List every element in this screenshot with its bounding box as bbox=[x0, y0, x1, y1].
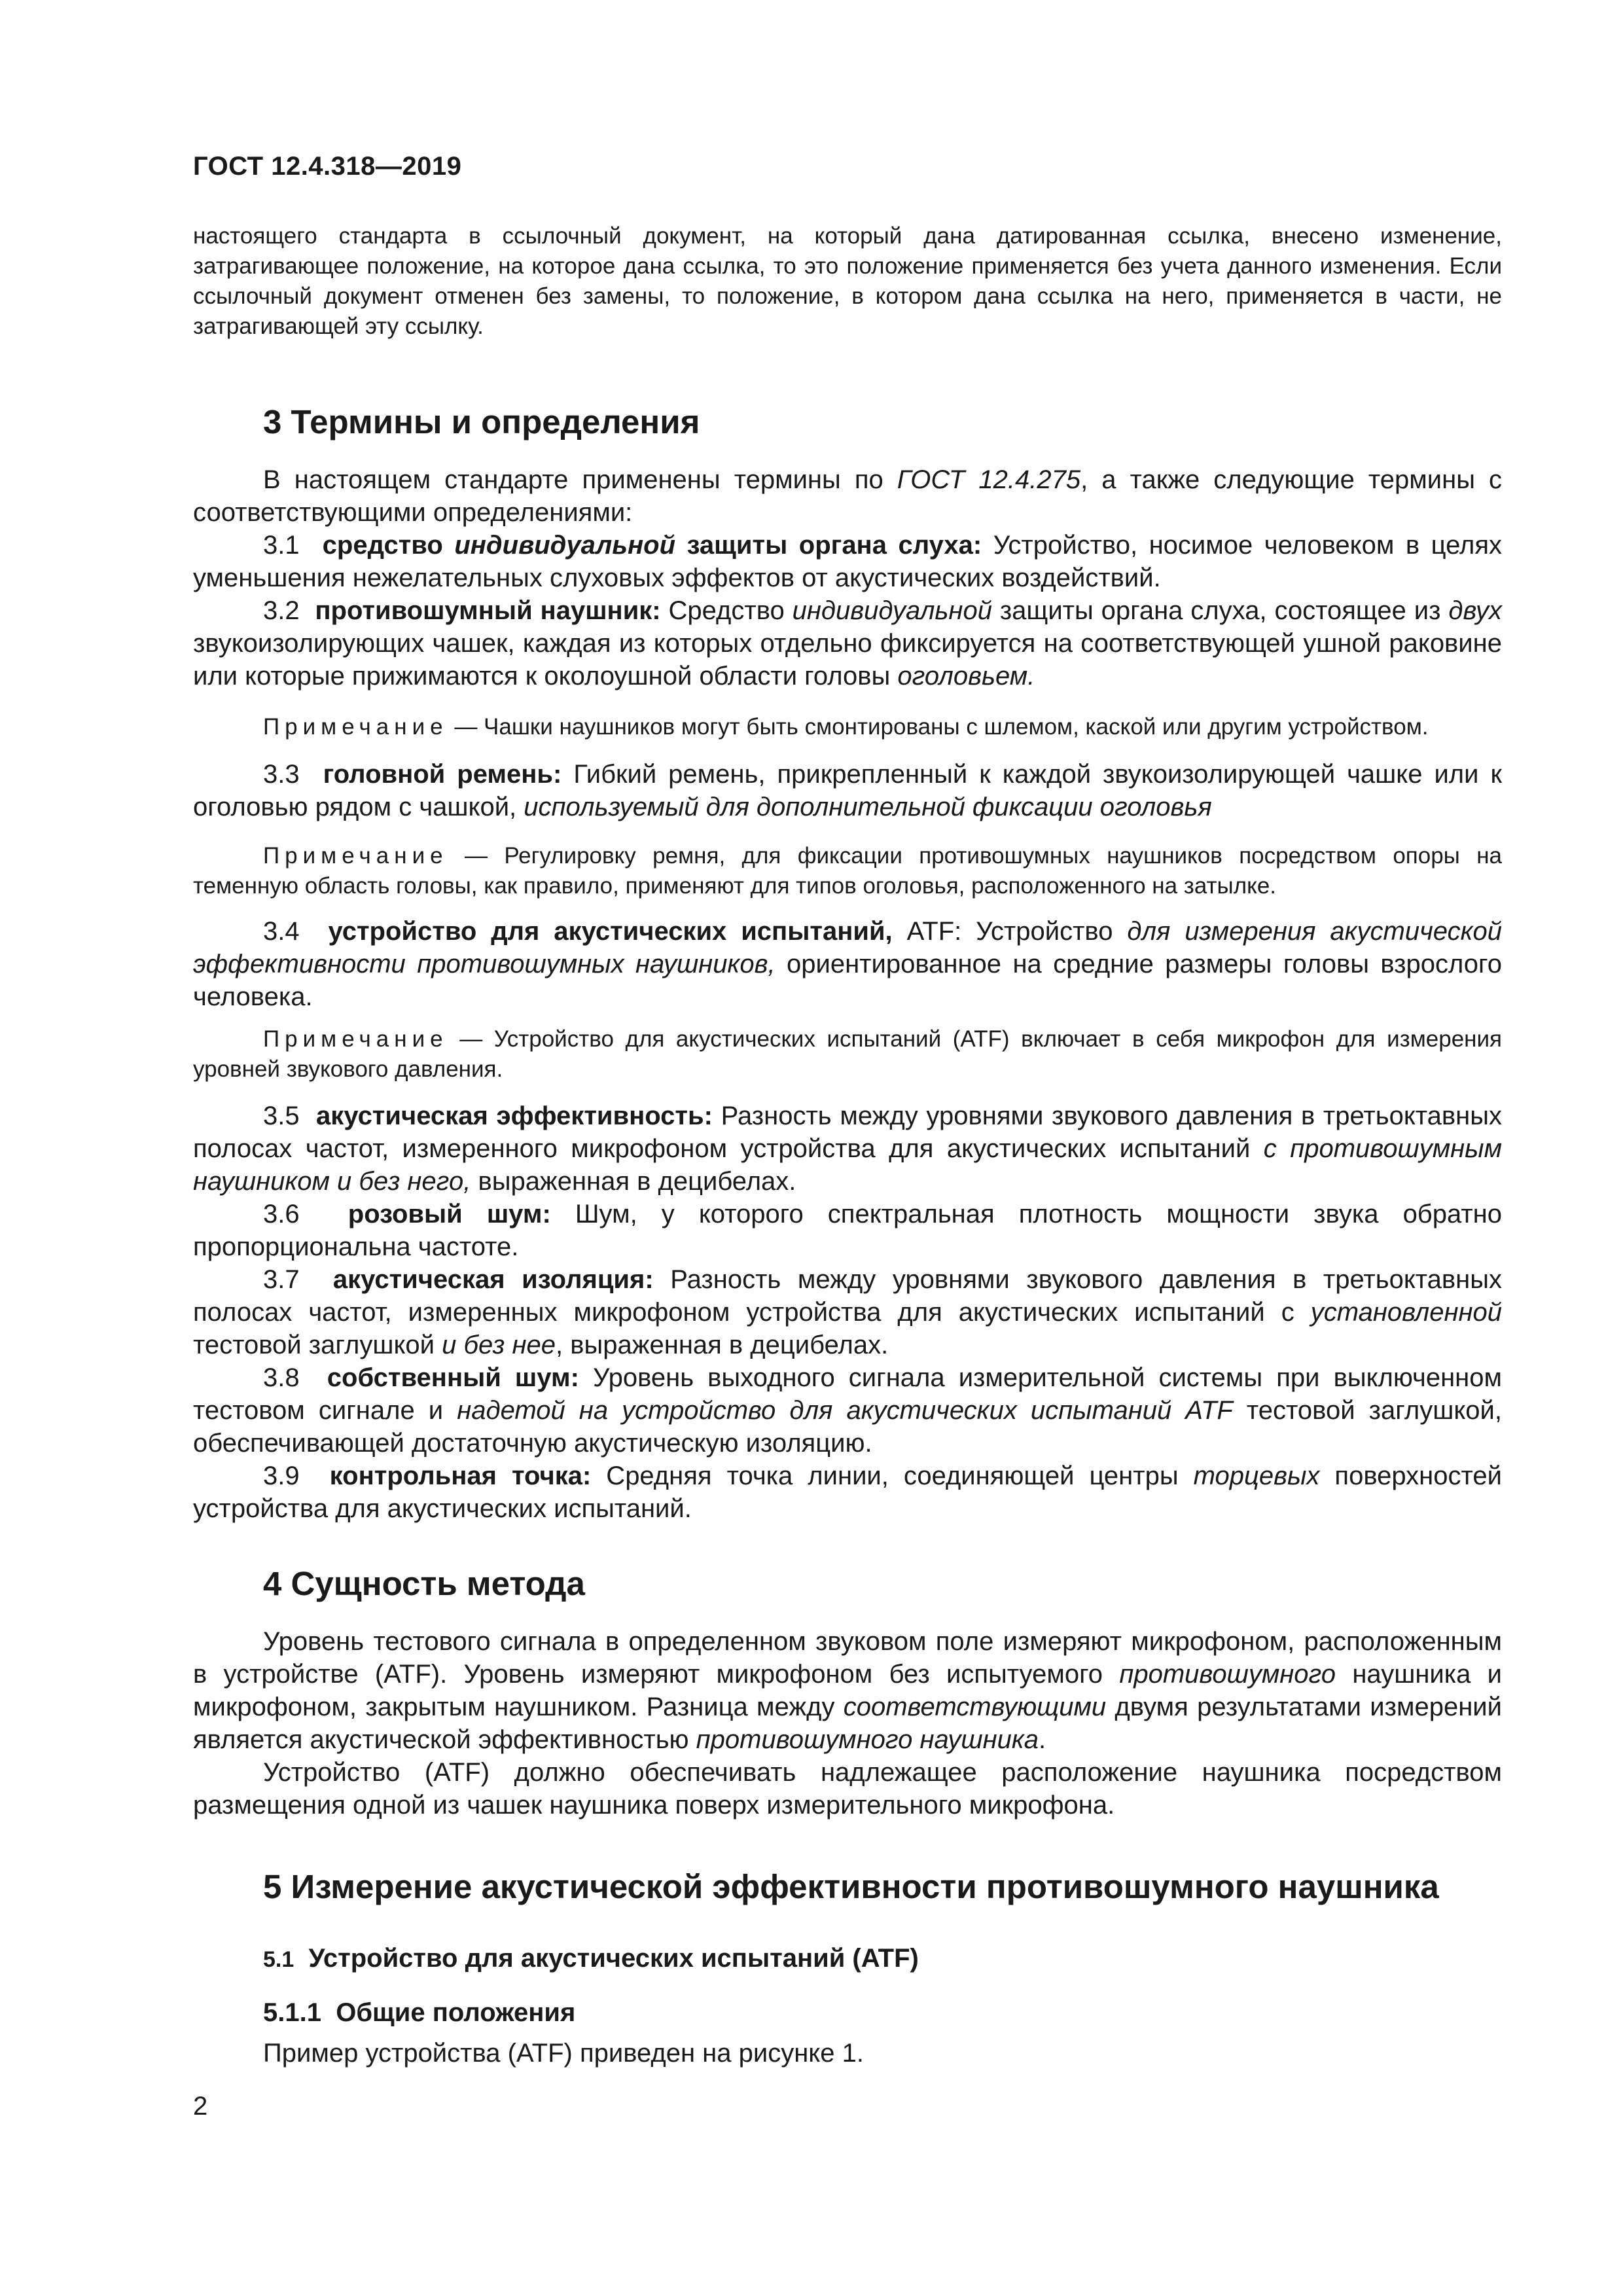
section-5-heading: 5 Измерение акустической эффективности противошумного наушника bbox=[263, 1868, 1439, 1905]
section-4-paragraph-1: Уровень тестового сигнала в определенном звуковом поле измеряют микрофоном, расположенным в устройстве (ATF). Уровень измеряют микрофоном без испытуемого противошумного наушника и микрофоном, закрытым наушником. Разница между соответствующими двумя результатами измерений является акустической эффективностью противошумного наушника. bbox=[193, 1627, 1502, 1754]
term-3-2: 3.2 противошумный наушник: Средство индивидуальной защиты органа слуха, состоящее из двух звукоизолирующих чашек, каждая из которых отдельно фиксируется на соответствующей ушной раковине или которые прижимаются к околоушной области головы оголовьем. bbox=[193, 596, 1503, 691]
term-3-5: 3.5 акустическая эффективность: Разность между уровнями звукового давления в третьоктавных полосах частот, измеренного микрофоном устройства для акустических испытаний с противошумным наушником и без него, выраженная в децибелах. bbox=[193, 1102, 1503, 1196]
note-3-3: Примечание — Регулировку ремня, для фиксации противошумных наушников посредством опоры на теменную область головы, как правило, применяют для типов оголовья, расположенного на затылке. bbox=[193, 843, 1502, 899]
note-3-2: Примечание — Чашки наушников могут быть смонтированы с шлемом, каской или другим устройством. bbox=[263, 714, 1429, 740]
page-number: 2 bbox=[193, 2092, 208, 2121]
section-4-paragraph-2: Устройство (ATF) должно обеспечивать надлежащее расположение наушника посредством размещения одной из чашек наушника поверх измерительного микрофона. bbox=[193, 1758, 1502, 1820]
term-3-6: 3.6 розовый шум: Шум, у которого спектральная плотность мощности звука обратно пропорциональна частоте. bbox=[193, 1200, 1502, 1261]
term-3-7: 3.7 акустическая изоляция: Разность между уровнями звукового давления в третьоктавных полосах частот, измеренных микрофоном устройства для акустических испытаний с установленной тестовой заглушкой и без нее, выраженная в децибелах. bbox=[193, 1265, 1502, 1359]
term-3-4: 3.4 устройство для акустических испытаний, ATF: Устройство для измерения акустической эффективности противошумных наушников, ориентированное на средние размеры головы взрослого человека. bbox=[193, 917, 1502, 1011]
section-5-1-1-paragraph: Пример устройства (ATF) приведен на рисунке 1. bbox=[263, 2039, 864, 2068]
subsection-5-1-1-heading: 5.1.1 Общие положения bbox=[263, 1998, 576, 2027]
term-3-3: 3.3 головной ремень: Гибкий ремень, прикрепленный к каждой звукоизолирующей чашке или к оголовью рядом с чашкой, используемый для дополнительной фиксации оголовья bbox=[193, 760, 1502, 821]
section-3-heading: 3 Термины и определения bbox=[263, 403, 700, 440]
section-3-lead: В настоящем стандарте применены термины по ГОСТ 12.4.275, а также следующие термины с соответствующими определениями: bbox=[193, 465, 1503, 527]
gost-reference: ГОСТ 12.4.275 bbox=[897, 465, 1081, 494]
section-4-heading: 4 Сущность метода bbox=[263, 1565, 585, 1602]
subsection-5-1-heading: 5.1 Устройство для акустических испытаний (ATF) bbox=[263, 1944, 919, 1973]
term-3-9: 3.9 контрольная точка: Средняя точка линии, соединяющей центры торцевых поверхностей устройства для акустических испытаний. bbox=[193, 1462, 1502, 1523]
note-3-4: Примечание — Устройство для акустических испытаний (ATF) включает в себя микрофон для измерения уровней звукового давления. bbox=[193, 1026, 1502, 1082]
term-3-1: 3.1 средство индивидуальной защиты органа слуха: Устройство, носимое человеком в целях уменьшения нежелательных слуховых эффектов от акустических воздействий. bbox=[193, 531, 1503, 592]
standard-code-header: ГОСТ 12.4.318—2019 bbox=[193, 152, 462, 181]
term-3-8: 3.8 собственный шум: Уровень выходного сигнала измерительной системы при выключенном тестовом сигнале и надетой на устройство для акустических испытаний ATF тестовой заглушкой, обеспечивающей достаточную акустическую изоляцию. bbox=[193, 1363, 1503, 1458]
intro-paragraph: настоящего стандарта в ссылочный документ, на который дана датированная ссылка, внесено изменение, затрагивающее положение, на которое дана ссылка, то это положение применяется без учета данного изменения. Если ссылочный документ отменен без замены, то положение, в котором дана ссылка на него, применяется в части, не затрагивающей эту ссылку. bbox=[193, 223, 1502, 339]
